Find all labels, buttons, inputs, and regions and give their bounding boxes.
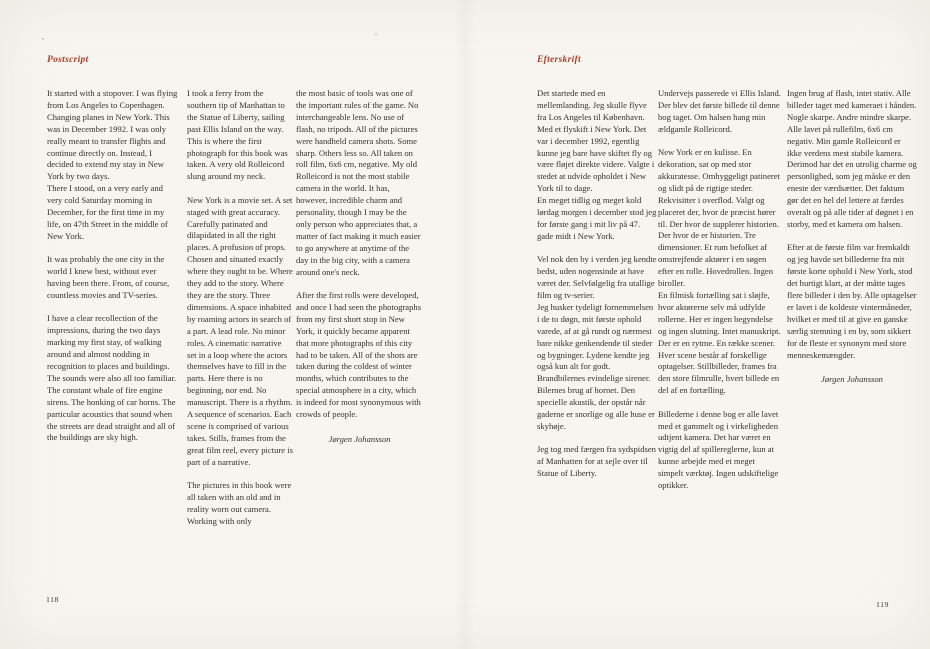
body-paragraph: Jeg husker tydeligt fornemmelsen i de to døgn, mit første ophold varede, af at gå rundt og nærmest bare nikke genkendende til steder og bygninger. Lydene kendte jeg også kun alt for godt. Brandbilernes evindelige sirener. Bilernes brug af hornet. Den specielle akustik, der opstår når gaderne er snorlige og alle huse er skyhøje.: [537, 301, 655, 431]
efterskrift-heading: Efterskrift: [537, 55, 581, 65]
body-paragraph: It was probably the one city in the world I knew best, without ever having been there. From, of course, countless movies and TV-series.: [47, 254, 170, 300]
body-paragraph: I have a clear recollection of the impressions, during the two days marking my first stay, of walking around and almost nodding in recognition to places and buildings. The sounds were also all too familiar. The constant whale of fire engine sirens. The honking of car horns. The particular acoustics that sound when the streets are dead straight and all of the buildings are sky high.: [47, 313, 177, 443]
body-paragraph: Efter at de første film var fremkaldt og jeg havde set billederne fra mit første korte ophold i New York, stod det hurtigt klart, at der måtte tages flere billeder i den by. Alle optagelser er lavet i de koldeste vintermåneder, hvilket er med til at give en ganske særlig stemning i en by, som sikkert for de fleste er synonym med store menneskemængder.: [787, 242, 917, 360]
body-paragraph: New York er en kulisse. En dekoration, sat op med stor akkuratesse. Omhyggeligt patineret og slidt på de rigtige steder. Rekvisitter i overflod. Valgt og placeret der, hvor de præcist hører til. Der hvor de supplerer historien. Der hvor de er historien. Tre dimensioner. Et rum befolket af omstrejfende aktører i en søgen efter en rolle. Hovedrollen. Ingen biroller.: [658, 147, 780, 289]
body-paragraph: After the first rolls were developed, and once I had seen the photographs from my first short stop in New York, it quickly became apparent that more photographs of this city had to be taken. All of the shots are taken during the coldest of winter months, which contributes to the special atmosphere in a city, which is indeed for most synonymous with crowds of people.: [296, 290, 422, 420]
author-signature: Jørgen Johansson: [821, 374, 883, 385]
body-paragraph: New York is a movie set. A set staged with great accuracy. Carefully patinated and dilapidated in all the right places. A profusion of props. Chosen and situated exactly where they ought to be. Where they add to the story. Where they are the story. Three dimensions. A space inhabited by roaming actors in search of a part. A lead role. No minor roles. A cinematic narrative set in a loop where the actors themselves have to fill in the parts. Here there is no beginning, nor end. No manuscript. There is a rhythm. A sequence of scenarios. Each scene is comprised of various takes. Stills, frames from the great film reel, every picture is part of a narrative.: [187, 194, 293, 467]
body-paragraph: Jeg tog med færgen fra sydspidsen af Manhatten for at sejle over til Statue of Liberty.: [537, 444, 656, 479]
body-paragraph: the most basic of tools was one of the important rules of the game. No interchangeable lens. No use of flash, no tripods. All of the pictures were handheld camera shots. Some sharp. Others less so. All taken on roll film, 6x6 cm, negative. My old Rolleicord is not the most stabile camera in the world. It has, however, incredible charm and personality, though I may be the only person who appreciates that, a matter of fact making it much easier to go anywhere at anytime of the day in the big city, with a camera around one's neck.: [296, 88, 421, 277]
text-column-right-2: [658, 88, 782, 492]
body-paragraph: I took a ferry from the southern tip of Manhattan to the Statue of Liberty, sailing past Ellis Island on the way. This is where the first photograph for this book was taken. A very old Rolleicord slung around my neck.: [187, 88, 288, 182]
body-paragraph: Billederne i denne bog er alle lavet med et gammelt og i virkeligheden udtjent kamera. Det har været en vigtig del af spillereglerne, kun at kunne arbejde med et meget simpelt værktøj. Ingen udskiftelige optikker.: [658, 408, 779, 491]
body-paragraph: Undervejs passerede vi Ellis Island. Der blev det første billede til denne bog taget. Om halsen hang min ældgamle Rolleicord.: [658, 88, 781, 134]
text-column-left-3: [296, 88, 423, 446]
body-paragraph: There I stood, on a very early and very cold Saturday morning in December, for the first time in my life, on 47th Street in the middle of New York.: [47, 183, 168, 241]
body-paragraph: En meget tidlig og meget kold lørdag morgen i december stod jeg for første gang i mit liv på 47. gade midt i New York.: [537, 195, 657, 241]
author-signature: Jørgen Johansson: [328, 433, 391, 444]
body-paragraph: En filmisk fortælling sat i sløjfe, hvor aktørerne selv må udfylde rollerne. Her er ingen begyndelse og ingen slutning. Intet manuskript. Der er en rytme. En række scener. Hver scene består af forskellige optagelser. Stillbilleder, frames fra den store filmrulle, hvert billede en del af en fortælling.: [658, 290, 781, 396]
body-paragraph: Vel nok den by i verden jeg kendte bedst, uden nogensinde at have været der. Selvfølgelig fra utallige film og tv-serier.: [537, 254, 657, 300]
postscript-heading: Postscript: [47, 55, 89, 65]
body-paragraph: The pictures in this book were all taken with an old and in reality worn out camera. Working with only: [187, 480, 292, 526]
body-paragraph: It started with a stopover. I was flying from Los Angeles to Copenhagen. Changing planes in New York. This was in December 1992. I was only really meant to transfer flights and continue directly on. Instead, I decided to extend my stay in New York by two days.: [47, 88, 178, 182]
text-column-left-1: [47, 88, 180, 444]
body-paragraph: Det startede med en mellemlanding. Jeg skulle flyve fra Los Angeles til København. Med et flyskift i New York. Det var i december 1992, egentlig kunne jeg bare have skiftet fly og være fløjet direkte videre. Valgte i stedet at udvide opholdet i New York til to dage.: [537, 88, 655, 194]
right-page: [465, 0, 930, 649]
text-column-left-2: [187, 88, 293, 528]
page-number-right: 119: [876, 600, 889, 609]
text-column-right-1: [537, 88, 657, 480]
body-paragraph: Ingen brug af flash, intet stativ. Alle billeder taget med kameraet i hånden. Nogle skarpe. Andre mindre skarpe. Alle lavet på rullefilm, 6x6 cm negativ. Min gamle Rolleicord er ikke verdens mest stabile kamera. Derimod har det en utrolig charme og personlighed, som jeg måske er den eneste der værdsætter. Det faktum gør det en hel del lettere at færdes overalt og på alle tider af døgnet i en storby, med et kamera om halsen.: [787, 88, 917, 229]
text-column-right-3: [787, 88, 917, 386]
page-number-left: 118: [46, 595, 59, 604]
